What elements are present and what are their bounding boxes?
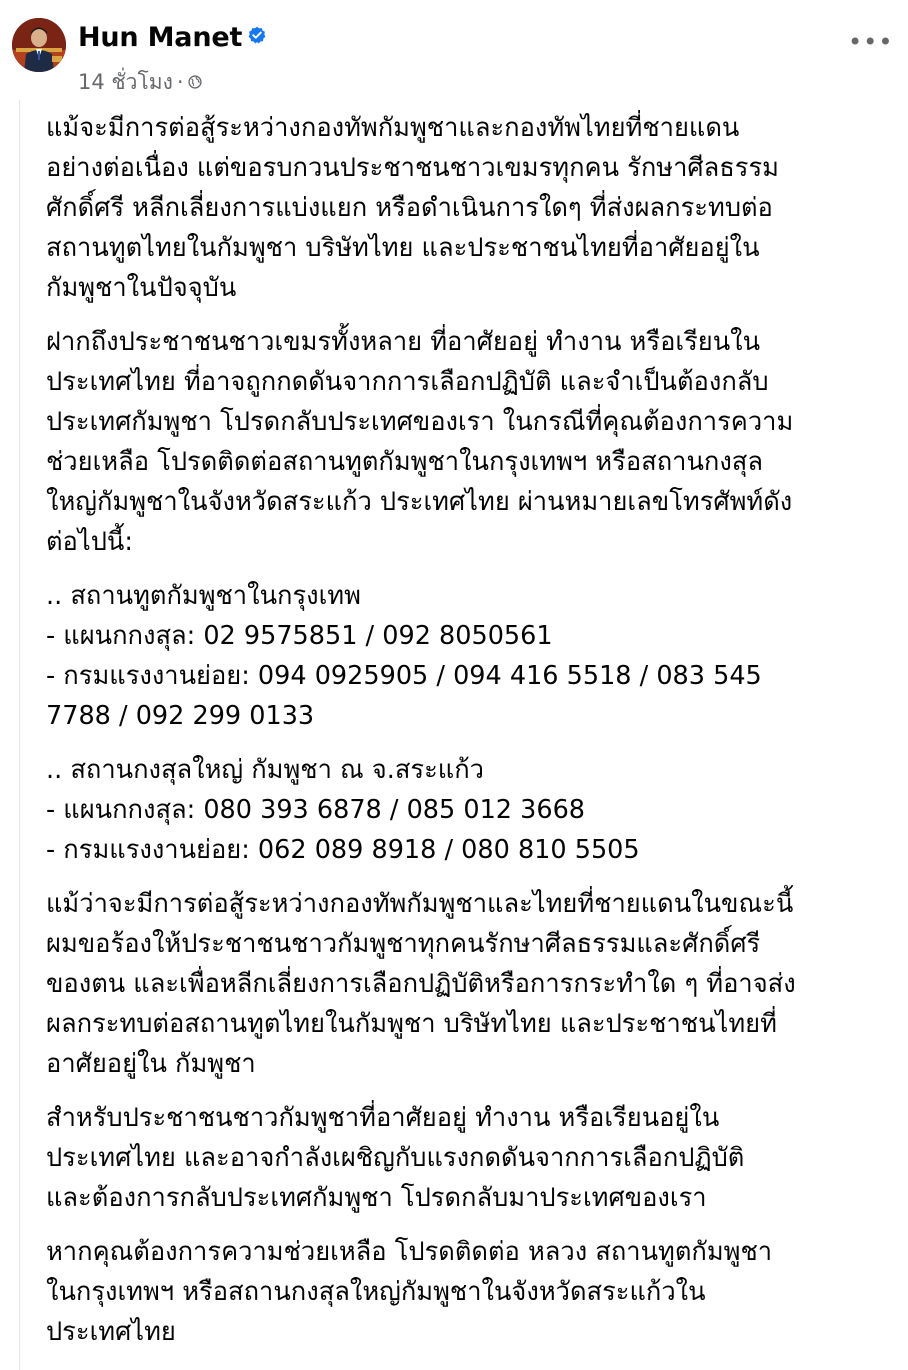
more-options-icon[interactable]: ••• — [848, 28, 894, 56]
thread-line — [19, 100, 20, 1370]
author-name[interactable] — [78, 22, 266, 54]
post-paragraph: แม้ว่าจะมีการต่อสู้ระหว่างกองทัพกัมพูชาและไทยที่ชายแดนในขณะนี้ ผมขอร้องให้ประชาชนชาวกัมพูชาทุกคนรักษาศีลธรรมและศักดิ์ศรี ของตน และเพื่อหลีกเลี่ยงการเลือกปฏิบัติหรือการกระทำใด ๆ ที่อาจส่ง ผลกระทบต่อสถานทูตไทยในกัมพูชา บริษัทไทย และประชาชนไทยที่ อาศัยอยู่ใน กัมพูชา — [46, 889, 796, 1079]
post-meta — [78, 66, 202, 99]
post-paragraph: หากคุณต้องการความช่วยเหลือ โปรดติดต่อ หลวง สถานทูตกัมพูชา ในกรุงเทพฯ หรือสถานกงสุลใหญ่กัมพูชาในจังหวัดสระแก้วใน ประเทศไทย — [46, 1237, 773, 1347]
verified-badge-icon — [248, 20, 266, 51]
post-text — [46, 108, 892, 1366]
post-timestamp[interactable]: 14 ชั่วโมง — [78, 70, 173, 94]
avatar[interactable] — [12, 18, 66, 72]
avatar-image — [12, 18, 66, 72]
globe-icon[interactable] — [188, 70, 202, 94]
post-paragraph: .. สถานทูตกัมพูชาในกรุงเทพ - แผนกกงสุล: 02 9575851 / 092 8050561 - กรมแรงงานย่อย: 094 0925905 / 094 416 5518 / 083 545 7788 / 092 299 0133 — [46, 581, 762, 731]
post-paragraph: สำหรับประชาชนชาวกัมพูชาที่อาศัยอยู่ ทำงาน หรือเรียนอยู่ใน ประเทศไทย และอาจกำลังเผชิญกับแรงกดดันจากการเลือกปฏิบัติ และต้องการกลับประเทศกัมพูชา โปรดกลับมาประเทศของเรา — [46, 1103, 745, 1213]
meta-separator: · — [176, 70, 184, 94]
post-paragraph: แม้จะมีการต่อสู้ระหว่างกองทัพกัมพูชาและกองทัพไทยที่ชายแดน อย่างต่อเนื่อง แต่ขอรบกวนประชาชนชาวเขมรทุกคน รักษาศีลธรรม ศักดิ์ศรี หลีกเลี่ยงการแบ่งแยก หรือดำเนินการใดๆ ที่ส่งผลกระทบต่อ สถานทูตไทยในกัมพูชา บริษัทไทย และประชาชนไทยที่อาศัยอยู่ใน กัมพูชาในปัจจุบัน — [46, 113, 779, 303]
post-paragraph: .. สถานกงสุลใหญ่ กัมพูชา ณ จ.สระแก้ว - แผนกกงสุล: 080 393 6878 / 085 012 3668 - กรมแรงงานย่อย: 062 089 8918 / 080 810 5505 — [46, 755, 640, 865]
post-header — [12, 14, 894, 94]
post-paragraph: ฝากถึงประชาชนชาวเขมรทั้งหลาย ที่อาศัยอยู่ ทำงาน หรือเรียนใน ประเทศไทย ที่อาจถูกกดดันจากการเลือกปฏิบัติ และจำเป็นต้องกลับ ประเทศกัมพูชา โปรดกลับประเทศของเรา ในกรณีที่คุณต้องการความ ช่วยเหลือ โปรดติดต่อสถานทูตกัมพูชาในกรุงเทพฯ หรือสถานกงสุล ใหญ่กัมพูชาในจังหวัดสระแก้ว ประเทศไทย ผ่านหมายเลขโทรศัพท์ดัง ต่อไปนี้: — [46, 327, 794, 557]
author-name-text[interactable]: Hun Manet — [78, 22, 243, 53]
